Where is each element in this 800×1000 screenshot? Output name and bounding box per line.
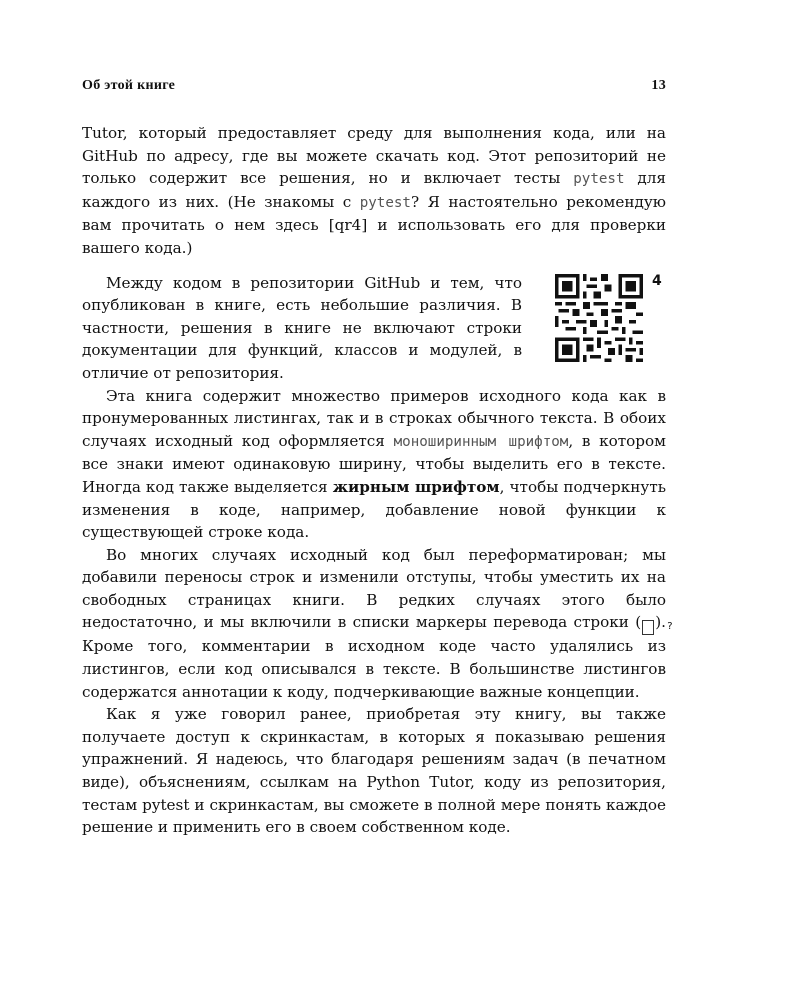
paragraph-4 xyxy=(82,544,673,704)
inline-bold-example: жирным шрифтом xyxy=(332,477,500,496)
paragraph-4-text-b: ). Кроме того, комментарии в исходном коде часто удалялись из листингов, если код описывался в тексте. В большинстве листингов содержатся аннотации к коду, подчеркивающие важные концепции. xyxy=(82,613,666,701)
chapter-title: Об этой книге xyxy=(82,78,176,93)
paragraph-3-text-b: , в котором все знаки имеют одинаковую ширину, чтобы выделить его в тексте. Иногда код также выделяется xyxy=(82,431,666,496)
qr-reference-number: 4 xyxy=(652,272,662,289)
paragraph-1-text-a: Tutor, который предоставляет среду для выполнения кода, или на GitHub по адресу, где вы можете скачать код. Этот репозиторий не только содержит все решения, но и включает тесты xyxy=(82,124,666,188)
paragraph-4-text-a: Во многих случаях исходный код был переформатирован; мы добавили переносы строк и изменили отступы, чтобы уместить их на свободных страницах книги. В редких случаях этого было недостаточно, и мы включили в списки маркеры перевода строки ( xyxy=(82,545,666,632)
paragraph-1 xyxy=(82,122,666,260)
paragraph-1-text-b: для каждого из них. (Не знакомы с xyxy=(82,169,666,211)
inline-code-pytest: pytest xyxy=(573,171,625,188)
paragraph-1-text-c: ? Я настоятельно рекомендую вам прочитать о нем здесь [qr4] и использовать его для проверки вашего кода.) xyxy=(82,192,666,257)
line-break-marker-icon: ? xyxy=(642,620,654,635)
body-text xyxy=(82,122,673,839)
inline-code-pytest-2: pytest xyxy=(359,194,411,211)
page-number: 13 xyxy=(651,78,666,93)
qr-code-icon[interactable] xyxy=(550,274,648,362)
paragraph-3-text-c: , чтобы подчеркнуть изменения в коде, например, добавление новой функции к существующей строке кода. xyxy=(82,477,666,542)
qr-code-block[interactable] xyxy=(536,274,666,364)
inline-monospace-example: моноширинным шрифтом xyxy=(393,433,569,450)
paragraph-2: Между кодом в репозитории GitHub и тем, что опубликован в книге, есть небольшие различия. В частности, решения в книге не включают строки документации для функций, классов и модулей, в отличие от репозитория. xyxy=(82,273,522,382)
paragraph-5: Как я уже говорил ранее, приобретая эту книгу, вы также получаете доступ к скринкастам, в которых я показываю решения упражнений. Я надеюсь, что благодаря решениям задач (в печатном виде), объяснениям, ссылкам на Python Tutor, коду из репозитория, тестам pytest и скринкастам, вы сможете в полной мере понять каждое решение и применить его в своем собственном коде. xyxy=(82,705,666,837)
paragraph-3 xyxy=(82,385,666,544)
paragraph-gap xyxy=(82,260,666,272)
paragraph-3-text-a: Эта книга содержит множество примеров исходного кода как в пронумерованных листингах, так и в строках обычного текста. В обоих случаях исходный код оформляется xyxy=(82,386,666,450)
